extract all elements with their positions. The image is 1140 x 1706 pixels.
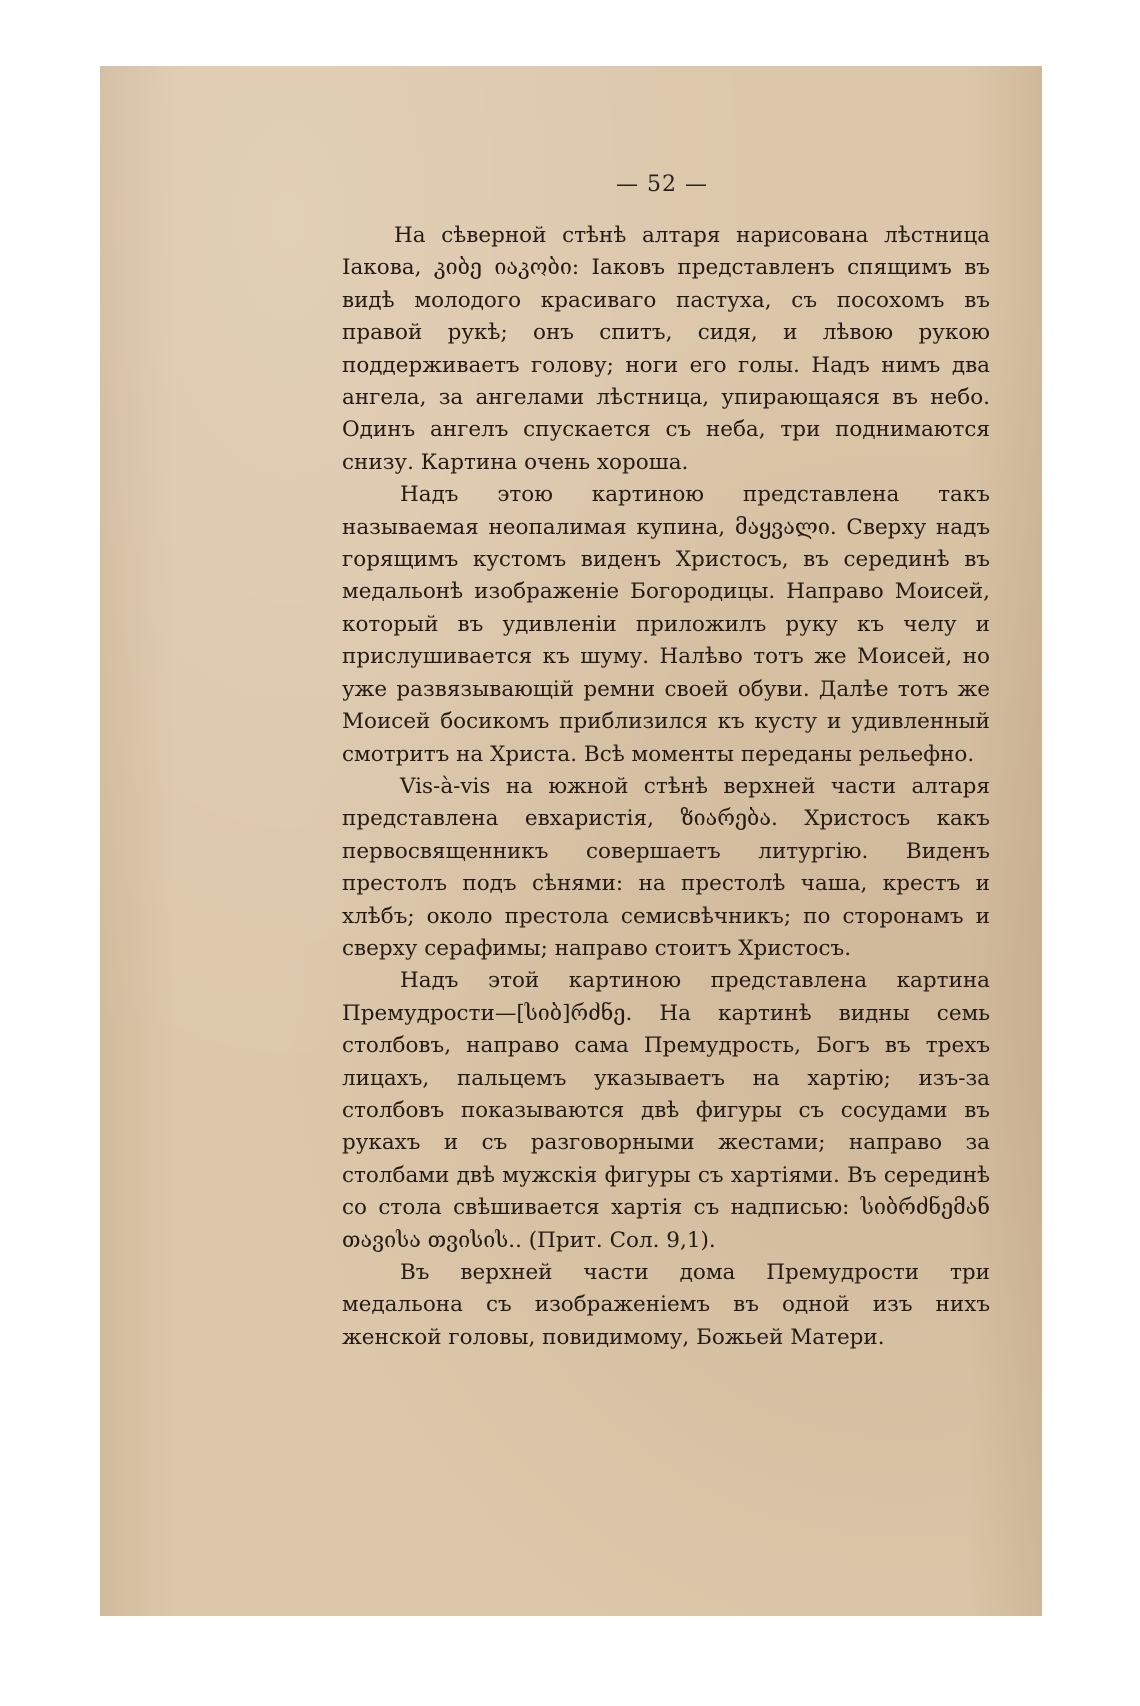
paragraph-burning-bush: Надъ этою картиною представлена такъ называемая неопалимая купина, მაყვალი. Сверху надъ горящимъ кустомъ виденъ Христосъ, въ серединѣ въ медальонѣ изображеніе Богородицы. Направо Моисей, который въ удивленіи приложилъ руку къ челу и прислушивается къ шуму. Налѣво тотъ же Моисей, но уже развязывающій ремни своей обуви. Далѣе тотъ же Моисей босикомъ приблизился къ кусту и удивленный смотритъ на Христа. Всѣ моменты переданы рельефно.: [342, 482, 990, 767]
paragraph-eucharist: Vis-à-vis на южной стѣнѣ верхней части алтаря представлена евхаристія, ზიარება. Христосъ какъ первосвященникъ совершаетъ литургію. Виденъ престолъ подъ сѣнями: на престолѣ чаша, крестъ и хлѣбъ; около престола семисвѣчникъ; по сторонамъ и сверху серафимы; направо стоитъ Христосъ.: [342, 773, 990, 961]
body-text: [342, 220, 990, 1354]
paragraph-wisdom: Надъ этой картиною представлена картина Премудрости—[სიბ]რძნე. На картинѣ видны семь столбовъ, направо сама Премудрость, Богъ въ трехъ лицахъ, пальцемъ указываетъ на хартію; изъ-за столбовъ показываются двѣ фигуры съ сосудами въ рукахъ и съ разговорными жестами; направо за столбами двѣ мужскія фигуры съ хартіями. Въ серединѣ со стола свѣшивается хартія съ надписью: სიბრძნემან თავისა თვისის.. (Прит. Сол. 9,1).: [342, 968, 990, 1253]
paragraph-medallions: Въ верхней части дома Премудрости три медальона съ изображеніемъ въ одной изъ нихъ женской головы, повидимому, Божьей Матери.: [342, 1260, 990, 1350]
page-number: — 52 —: [616, 172, 708, 197]
paragraph-jacob-ladder: На сѣверной стѣнѣ алтаря нарисована лѣстница Іакова, კიბე იაკობი: Іаковъ представленъ спящимъ въ видѣ молодого красиваго пастуха, съ посохомъ въ правой рукѣ; онъ спитъ, сидя, и лѣвою рукою поддерживаетъ голову; ноги его голы. Надъ нимъ два ангела, за ангелами лѣстница, упирающаяся въ небо. Одинъ ангелъ спускается съ неба, три поднимаются снизу. Картина очень хороша.: [342, 223, 990, 475]
